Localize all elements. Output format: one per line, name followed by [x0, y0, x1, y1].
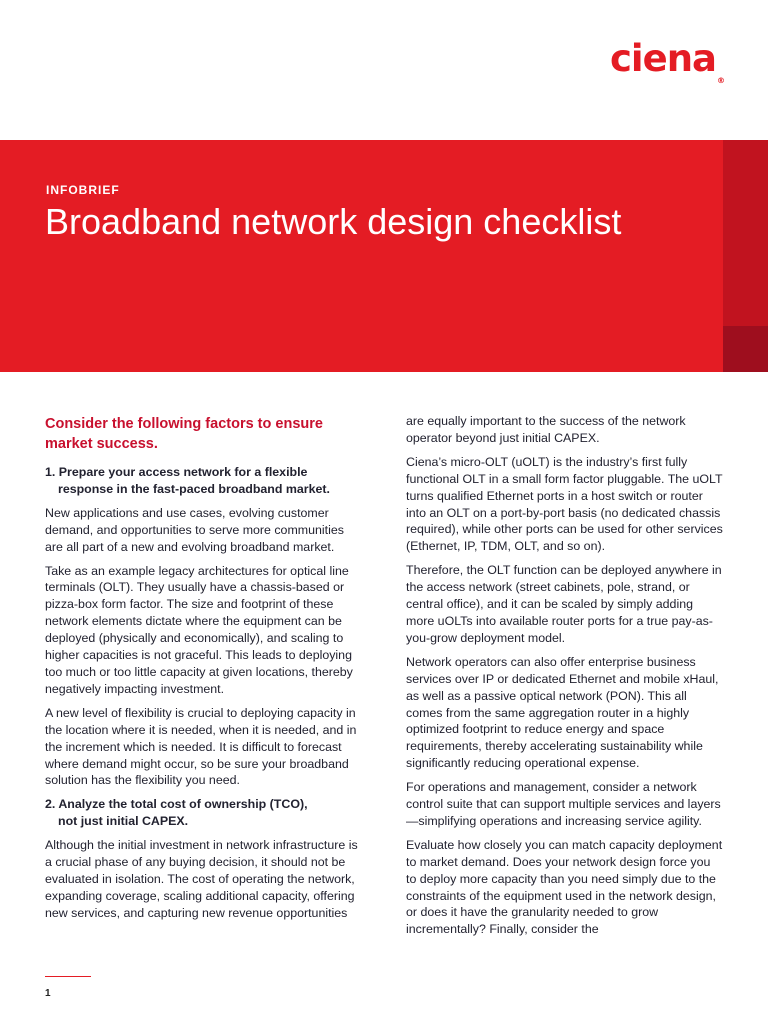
item-number: 2.	[45, 797, 56, 812]
body-paragraph: Network operators can also offer enterprise business services over IP or dedicated Ethernet and mobile xHaul, as well as a passive optical network (PON). This all comes from the same aggregation router in a highly optimized footprint to reduce energy and space requirements, thereby accelerating sustainability while significantly reducing operational expense.	[406, 654, 719, 771]
body-paragraph: Therefore, the OLT function can be deployed anywhere in the access network (street cabinets, pole, strand, or central office), and it can be scaled by simply adding more uOLTs into available router ports for a true pay-as-you-grow deployment model.	[406, 563, 722, 645]
body-paragraph: Ciena’s micro-OLT (uOLT) is the industry’s first fully functional OLT in a small form factor pluggable. The uOLT turns qualified Ethernet ports in a host switch or router into an OLT on a port-by-port basis (no dedicated chassis required), while other ports can be used for other services (Ethernet, IP, TDM, OLT, and so on).	[406, 454, 723, 554]
banner-accent-bar-dark	[723, 326, 768, 372]
body-paragraph: Evaluate how closely you can match capacity deployment to market demand. Does your network design force you to deploy more capacity than you need simply due to the constraints of the equipment used in the network design, or does it have the granularity needed to grow incrementally? Finally, consider the	[406, 837, 723, 937]
right-column	[406, 413, 724, 945]
item-heading-line1: Analyze the total cost of ownership (TCO),	[58, 797, 308, 812]
footer-divider	[45, 976, 91, 977]
page-number: 1	[45, 988, 51, 999]
body-paragraph: Take as an example legacy architectures for optical line terminals (OLT). They usually have a chassis-based or pizza-box form factor. The size and footprint of these network elements dictate where the equipment can be deployed (physically and economically), and scaling to higher capacities is not graceful. This leads to deploying too much or too little capacity at given locations, thereby negatively impacting investment.	[45, 563, 353, 696]
body-paragraph: are equally important to the success of the network operator beyond just initial CAPEX.	[406, 414, 686, 445]
document-type-label: INFOBRIEF	[46, 183, 120, 197]
ciena-logo: ciena®	[610, 37, 726, 85]
body-paragraph: A new level of flexibility is crucial to deploying capacity in the location where it is needed, when it is needed, and in the increment which is needed. It is difficult to forecast where demand might occur, so be sure your broadband solution has the flexibility you need.	[45, 705, 357, 788]
header-banner	[0, 140, 723, 372]
body-paragraph: New applications and use cases, evolving customer demand, and opportunities to serve more communities are all part of a new and evolving broadband market.	[45, 505, 344, 554]
intro-heading: Consider the following factors to ensure market success.	[45, 416, 323, 452]
body-paragraph: Although the initial investment in network infrastructure is a crucial phase of any buying decision, it should not be evaluated in isolation. The cost of operating the network, expanding coverage, scaling additional capacity, offering new services, and capturing new revenue opportunities	[45, 838, 358, 920]
checklist-item-1-heading	[45, 464, 363, 498]
registered-mark: ®	[717, 76, 726, 85]
item-number: 1.	[45, 465, 56, 479]
banner-accent-bar	[723, 140, 768, 326]
left-column	[45, 412, 363, 929]
item-heading-line2: not just initial CAPEX.	[58, 814, 189, 829]
checklist-item-2-heading	[45, 796, 363, 830]
page-title: Broadband network design checklist	[45, 201, 622, 242]
body-paragraph: For operations and management, consider a network control suite that can support multiple services and layers—simplifying operations and increasing service agility.	[406, 780, 721, 828]
item-heading-line2: response in the fast-paced broadband market.	[58, 481, 330, 496]
item-heading-line1: Prepare your access network for a flexible	[58, 465, 308, 479]
